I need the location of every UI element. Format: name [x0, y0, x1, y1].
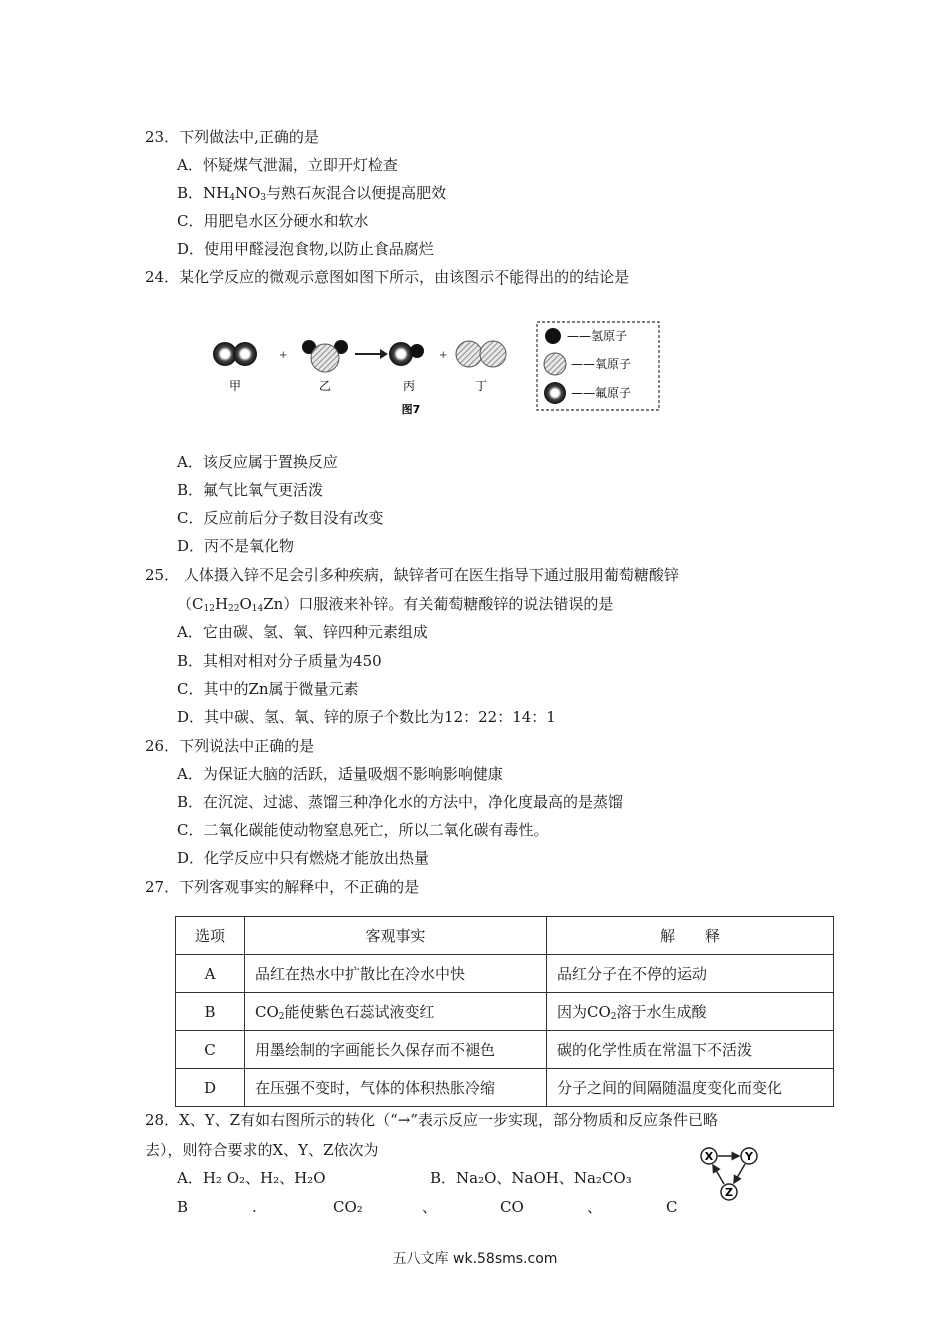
table-row: D 在压强不变时，气体的体积热胀冷缩 分子之间的间隔随温度变化而变化 [176, 1069, 834, 1107]
legend-fluorine: ——氟原子 [571, 386, 632, 400]
header-explanation: 解 释 [547, 917, 834, 955]
q26-option-c: C．二氧化碳能使动物窒息死亡，所以二氧化碳有毒性。 [177, 821, 549, 839]
molecule-ding [456, 341, 506, 367]
q24-option-d: D．丙不是氧化物 [177, 537, 295, 555]
q27-stem: 27．下列客观事实的解释中，不正确的是 [145, 878, 420, 896]
q24-stem: 24．某化学反应的微观示意图如图下所示，由该图示不能得出的的结论是 [145, 268, 630, 286]
q26-option-a: A．为保证大脑的活跃，适量吸烟不影响影响健康 [177, 765, 503, 783]
q24-option-c: C．反应前后分子数目没有改变 [177, 509, 384, 527]
q25-option-d: D．其中碳、氢、氧、锌的原子个数比为12：22：14：1 [177, 708, 556, 726]
header-option: 选项 [176, 917, 245, 955]
table-row: B $CO_2$能使紫色石蕊试液变红 因为$CO_2$溶于水生成酸 [176, 993, 834, 1031]
q26-option-b: B．在沉淀、过滤、蒸馏三种净化水的方法中，净化度最高的是蒸馏 [177, 793, 624, 811]
q28-stem-line1: 28．X、Y、Z有如右图所示的转化（“→”表示反应一步实现，部分物质和反应条件已略 [145, 1111, 718, 1129]
page-footer: 五八文库 wk.58sms.com [392, 1251, 558, 1267]
q23-option-d: D．使用甲醛浸泡食物,以防止食品腐烂 [177, 240, 434, 258]
molecule-jia [213, 342, 257, 366]
svg-text:X: X [704, 1150, 714, 1163]
q26-stem: 26．下列说法中正确的是 [145, 737, 315, 755]
label-bing: 丙 [402, 379, 416, 393]
svg-text:Z: Z [725, 1186, 733, 1199]
legend-oxygen: ——氧原子 [571, 357, 632, 371]
svg-text:+: + [439, 350, 448, 361]
q25-stem-line2: $(C_{12}H_{22}O_{14}Zn)$口服液来补锌。有关葡萄糖酸锌的说法错误的是 [177, 595, 614, 614]
q28-option-c-part: C [666, 1198, 678, 1216]
q28-option-c-part: 、 [587, 1198, 603, 1216]
xyz-cycle-diagram [698, 1144, 760, 1206]
q28-option-c-part: CO [500, 1198, 524, 1216]
q24-option-b: B．氟气比氧气更活泼 [177, 481, 324, 499]
q25-stem-line1: 25． 人体摄入锌不足会引多种疾病，缺锌者可在医生指导下通过服用葡萄糖酸锌 [145, 566, 679, 584]
svg-text:Y: Y [745, 1150, 753, 1163]
table-header-row [176, 917, 834, 955]
legend-hydrogen: ——氢原子 [567, 329, 628, 343]
q23-stem: 23．下列做法中,正确的是 [145, 128, 319, 146]
oxygen-atom-icon [544, 353, 566, 375]
molecule-yi [302, 340, 348, 372]
q28-option-c-part: B [177, 1198, 189, 1216]
table-row: C 用墨绘制的字画能长久保存而不褪色 碳的化学性质在常温下不活泼 [176, 1031, 834, 1069]
svg-text:+: + [279, 350, 288, 361]
q28-option-c-part: 、 [422, 1198, 438, 1216]
q28-stem-line2: 去），则符合要求的X、Y、Z依次为 [145, 1141, 379, 1159]
fluorine-atom-icon [544, 382, 566, 404]
label-jia: 甲 [228, 379, 242, 393]
q25-option-c: C．其中的Zn属于微量元素 [177, 680, 359, 698]
q23-option-a: A．怀疑煤气泄漏，立即开灯检查 [177, 156, 398, 174]
q28-option-c-part: CO₂ [333, 1198, 363, 1216]
q28-option-c-part: . [252, 1198, 257, 1216]
q25-option-a: A．它由碳、氢、氧、锌四种元素组成 [177, 623, 428, 641]
q23-option-c: C．用肥皂水区分硬水和软水 [177, 212, 369, 230]
table-row: A 品红在热水中扩散比在冷水中快 品红分子在不停的运动 [176, 955, 834, 993]
header-fact: 客观事实 [245, 917, 547, 955]
q25-option-b: B．其相对相对分子质量为450 [177, 652, 382, 670]
hydrogen-atom-icon [545, 328, 561, 344]
reaction-diagram-figure7 [205, 318, 675, 418]
q23-option-b: B．$NH_4NO_3$与熟石灰混合以便提高肥效 [177, 184, 447, 203]
q28-option-a: A．H₂ O₂、H₂、H₂O [177, 1169, 326, 1187]
molecule-bing [389, 342, 424, 366]
q28-option-b: B．Na₂O、NaOH、Na₂CO₃ [430, 1169, 632, 1187]
facts-table [175, 916, 834, 1107]
q26-option-d: D．化学反应中只有燃烧才能放出热量 [177, 849, 430, 867]
label-ding: 丁 [474, 379, 488, 393]
label-yi: 乙 [318, 379, 332, 393]
figure-caption: 图7 [401, 403, 421, 416]
q24-option-a: A．该反应属于置换反应 [177, 453, 338, 471]
